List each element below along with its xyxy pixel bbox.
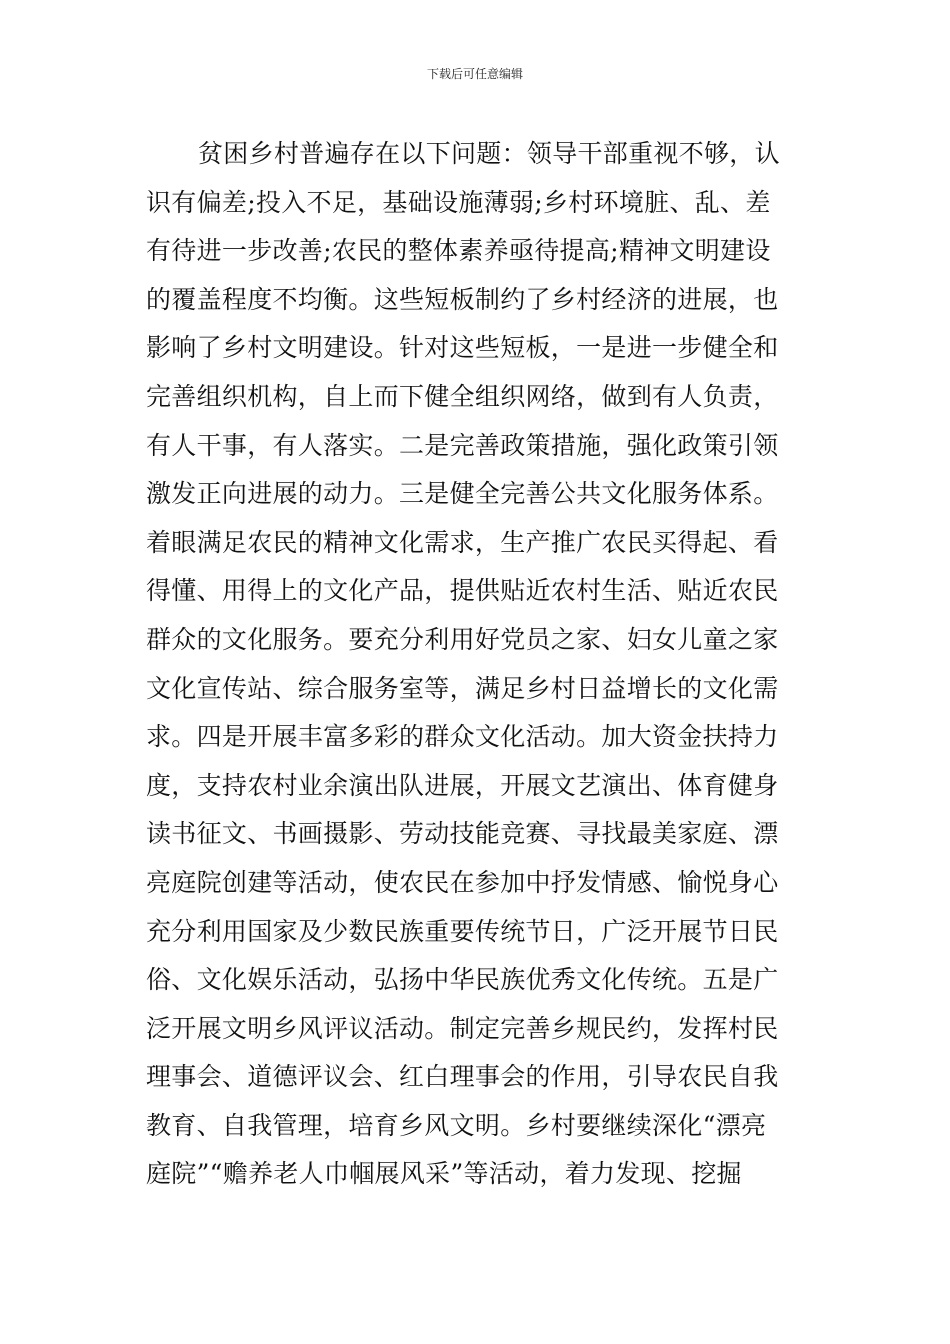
paragraph-line: 文化宣传站、综合服务室等，满足乡村日益增长的文化需 — [146, 673, 779, 703]
paragraph-line: 完善组织机构，自上而下健全组织网络，做到有人负责， — [146, 381, 779, 411]
paragraph-line: 教育、自我管理，培育乡风文明。乡村要继续深化“漂亮 — [146, 1110, 767, 1140]
paragraph-line: 泛开展文明乡风评议活动。制定完善乡规民约，发挥村民 — [146, 1013, 779, 1043]
paragraph-line: 识有偏差;投入不足，基础设施薄弱;乡村环境脏、乱、差 — [146, 187, 771, 217]
paragraph-line: 群众的文化服务。要充分利用好党员之家、妇女儿童之家 — [146, 624, 779, 654]
paragraph-line: 亮庭院创建等活动，使农民在参加中抒发情感、愉悦身心 — [146, 867, 779, 897]
paragraph-line: 充分利用国家及少数民族重要传统节日，广泛开展节日民 — [146, 916, 779, 946]
paragraph-line: 贫困乡村普遍存在以下问题：领导干部重视不够，认 — [198, 139, 780, 168]
paragraph-line: 求。四是开展丰富多彩的群众文化活动。加大资金扶持力 — [146, 722, 779, 752]
paragraph-line: 的覆盖程度不均衡。这些短板制约了乡村经济的进展，也 — [146, 284, 779, 314]
paragraph-line: 读书征文、书画摄影、劳动技能竞赛、寻找最美家庭、漂 — [146, 819, 779, 849]
page-header: 下载后可任意编辑 — [426, 67, 523, 81]
paragraph-line: 俗、文化娱乐活动，弘扬中华民族优秀文化传统。五是广 — [146, 965, 779, 995]
paragraph-line: 理事会、道德评议会、红白理事会的作用，引导农民自我 — [146, 1062, 779, 1092]
paragraph-line: 着眼满足农民的精神文化需求，生产推广农民买得起、看 — [146, 527, 779, 557]
paragraph-line: 激发正向进展的动力。三是健全完善公共文化服务体系。 — [146, 479, 779, 509]
paragraph-line: 影响了乡村文明建设。针对这些短板，一是进一步健全和 — [146, 333, 779, 363]
paragraph-line: 度，支持农村业余演出队进展，开展文艺演出、体育健身 — [146, 770, 779, 800]
paragraph-line: 有人干事，有人落实。二是完善政策措施，强化政策引领 — [146, 430, 779, 460]
paragraph-line: 有待进一步改善;农民的整体素养亟待提高;精神文明建设 — [146, 236, 771, 266]
body-paragraph — [146, 130, 808, 1199]
paragraph-line: 得懂、用得上的文化产品，提供贴近农村生活、贴近农民 — [146, 576, 779, 606]
paragraph-line: 庭院”“赡养老人巾帼展风采”等活动，着力发现、挖掘 — [146, 1159, 742, 1189]
